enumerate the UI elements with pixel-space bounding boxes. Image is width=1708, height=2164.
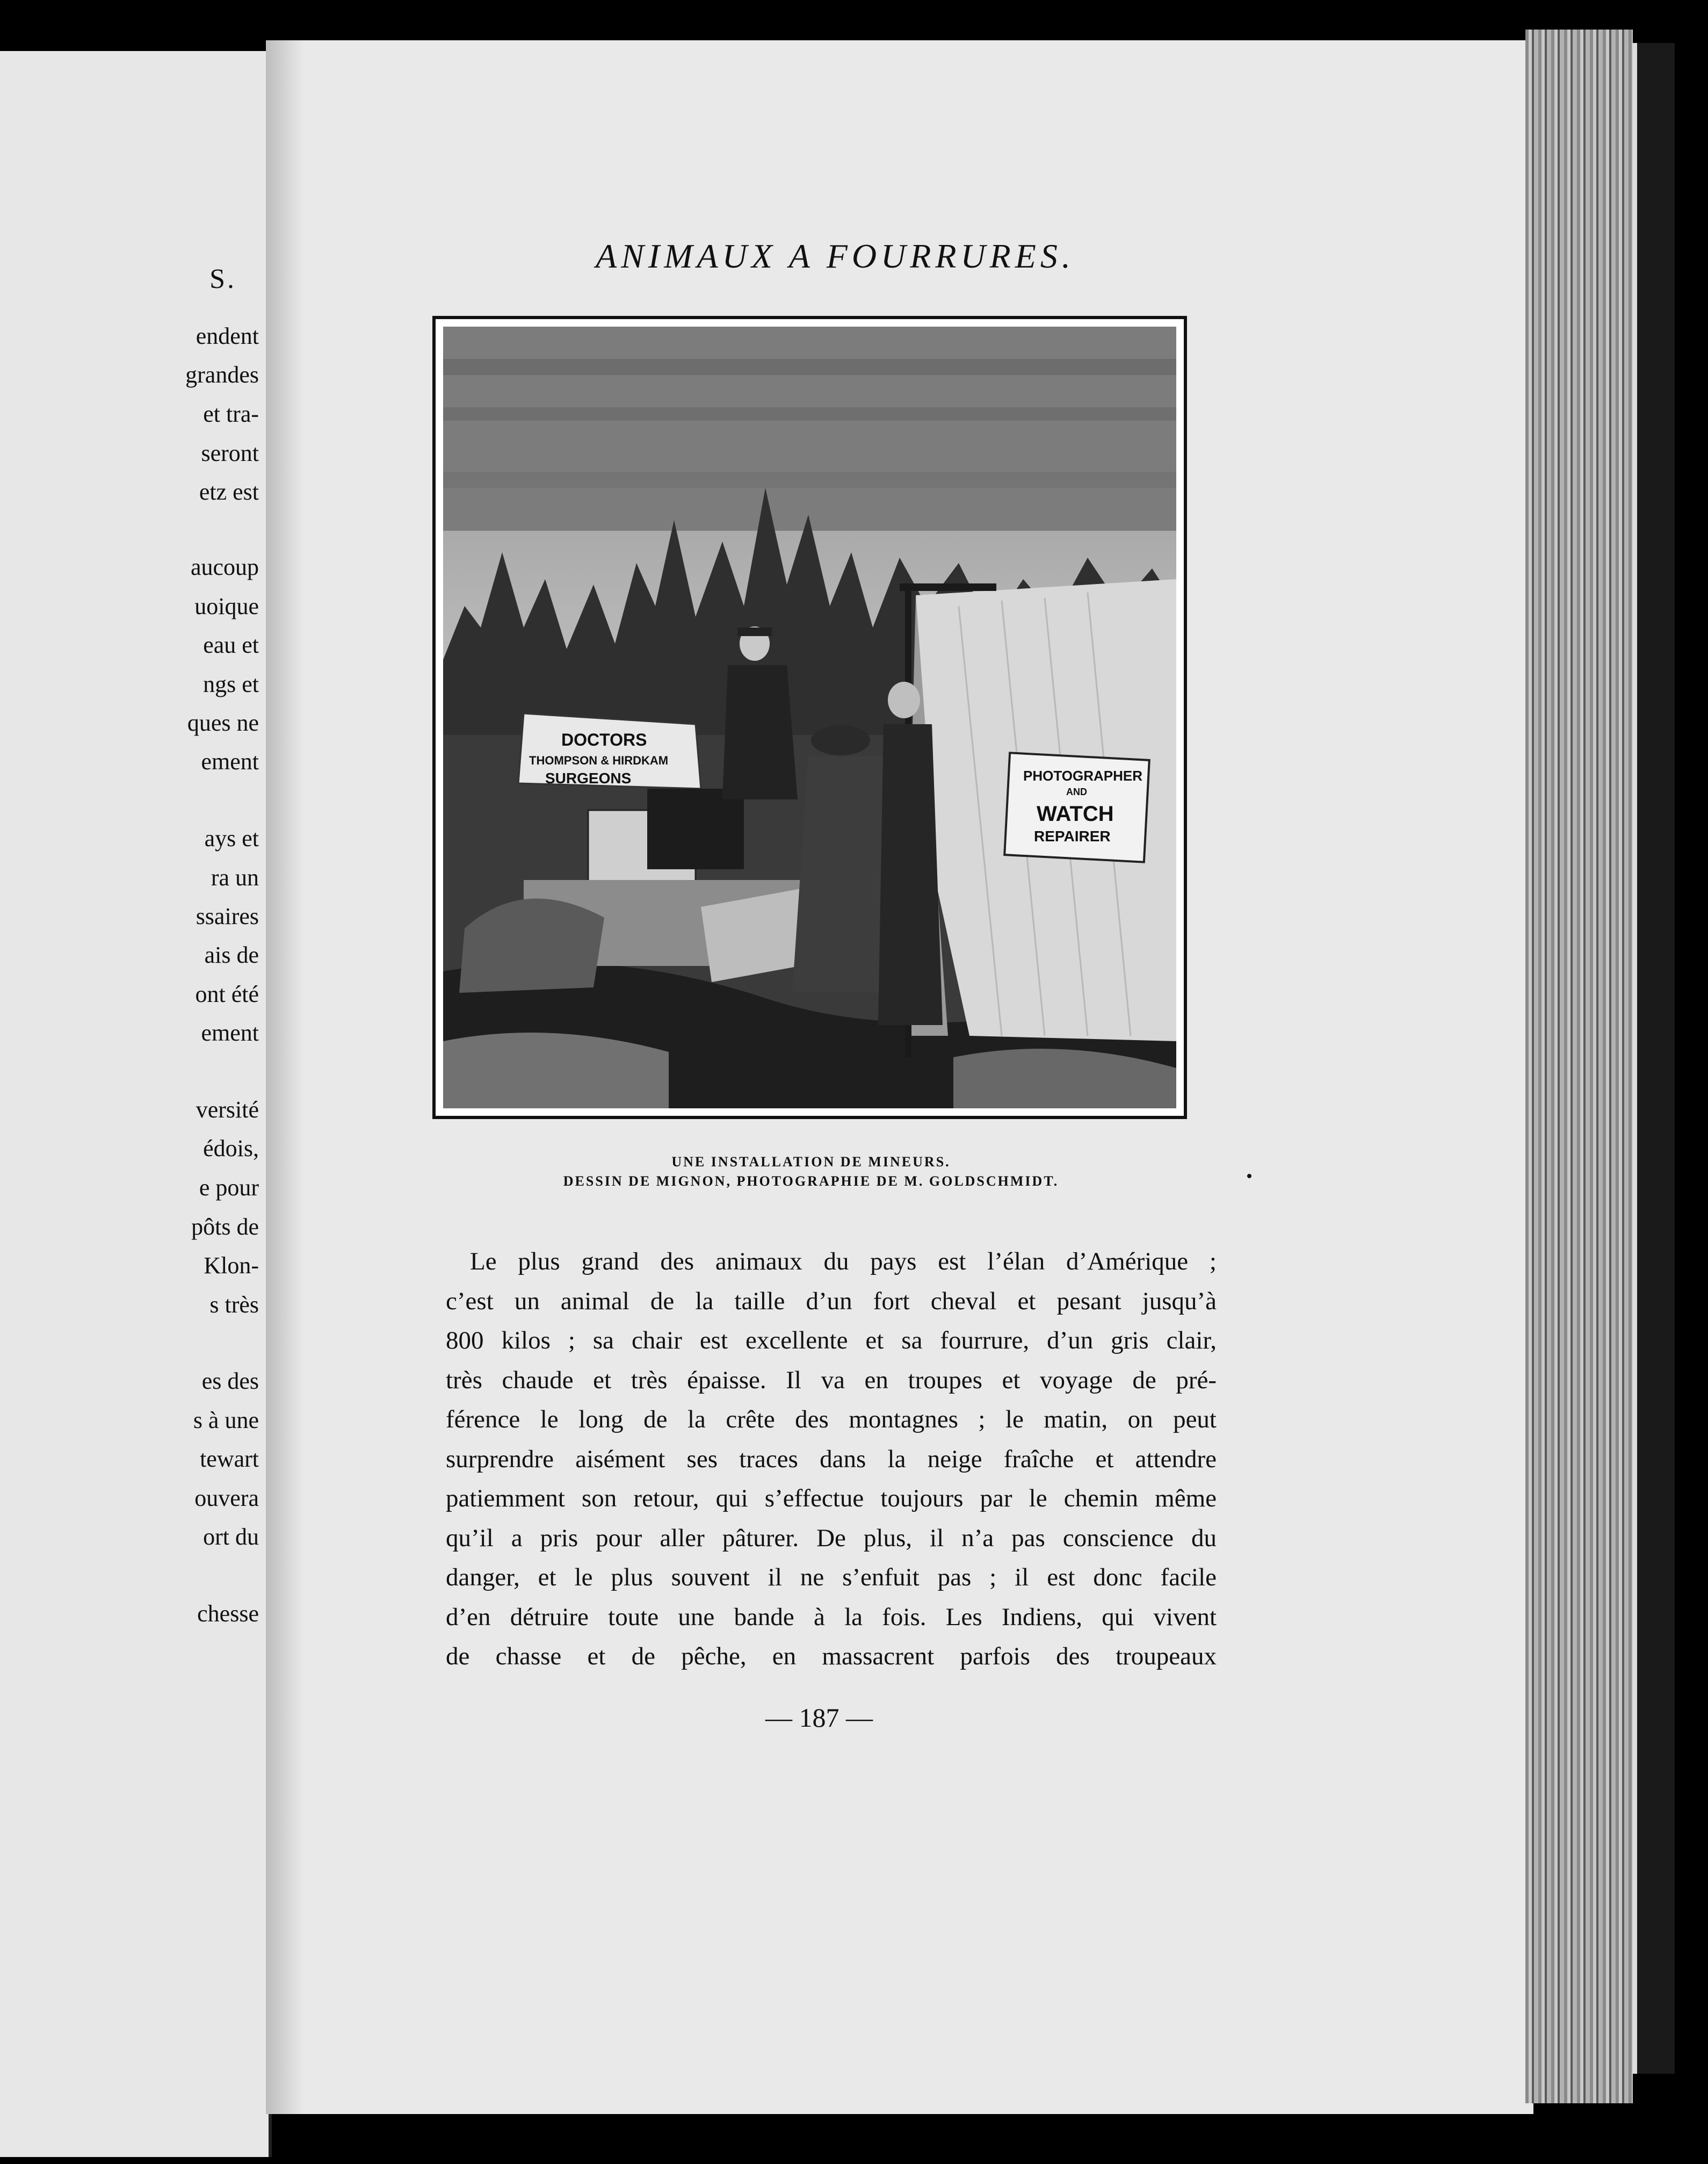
body-line: très chaude et très épaisse. Il va en troupes et voyage de pré- xyxy=(446,1366,1217,1394)
left-line-fragment: s très xyxy=(209,1292,259,1318)
illustration-drawing xyxy=(443,327,1176,1108)
left-page xyxy=(0,51,272,2157)
left-line-fragment: ssaires xyxy=(196,903,259,929)
left-line-fragment: édois, xyxy=(203,1135,259,1162)
body-line: danger, et le plus souvent il ne s’enfuit pas ; il est donc facile xyxy=(446,1563,1217,1591)
left-line-fragment: ais de xyxy=(204,942,259,968)
left-line-fragment: ement xyxy=(201,748,259,775)
body-line: d’en détruire toute une bande à la fois. Les Indiens, qui vivent xyxy=(446,1603,1217,1631)
left-line-fragment: ont été xyxy=(195,981,259,1007)
left-line-fragment: ort du xyxy=(203,1524,259,1550)
caption-title: UNE INSTALLATION DE MINEURS. xyxy=(671,1154,951,1170)
book-cover-edge xyxy=(1633,43,1675,2074)
left-line-fragment: endent xyxy=(196,323,259,349)
gutter-shadow xyxy=(266,40,303,2114)
left-line-fragment: ra un xyxy=(211,864,259,891)
left-line-fragment: chesse xyxy=(197,1600,259,1627)
page-number: — 187 — xyxy=(765,1703,873,1733)
sign-left-line3: SURGEONS xyxy=(545,770,632,787)
left-line-fragment: versité xyxy=(196,1097,259,1123)
left-line-fragment: ement xyxy=(201,1020,259,1046)
sign-left-line1: DOCTORS xyxy=(561,730,647,749)
left-line-fragment: etz est xyxy=(199,479,259,505)
body-line: de chasse et de pêche, en massacrent parfois des troupeaux xyxy=(446,1642,1217,1670)
body-line: c’est un animal de la taille d’un fort cheval et pesant jusqu’à xyxy=(446,1287,1217,1315)
left-line-fragment: tewart xyxy=(200,1446,259,1472)
body-line: patiemment son retour, qui s’effectue toujours par le chemin même xyxy=(446,1484,1217,1512)
left-line-fragment: e pour xyxy=(199,1174,259,1201)
sign-right-line2: AND xyxy=(1066,787,1087,797)
left-line-fragment: et tra- xyxy=(203,401,259,427)
left-line-fragment: ques ne xyxy=(187,710,259,736)
speck xyxy=(1247,1174,1251,1178)
left-line-fragment: eau et xyxy=(203,632,259,658)
body-line: qu’il a pris pour aller pâturer. De plus, il n’a pas conscience du xyxy=(446,1524,1217,1552)
left-line-fragment: ays et xyxy=(204,825,259,852)
sign-right-line3: WATCH xyxy=(1037,802,1114,826)
body-line: Le plus grand des animaux du pays est l’élan d’Amérique ; xyxy=(470,1247,1217,1275)
illustration-frame xyxy=(432,316,1187,1119)
body-line: 800 kilos ; sa chair est excellente et sa fourrure, d’un gris clair, xyxy=(446,1326,1217,1354)
left-page-header: S. xyxy=(209,264,236,294)
left-line-fragment: uoique xyxy=(194,593,259,619)
caption-credit: DESSIN DE MIGNON, PHOTOGRAPHIE DE M. GOLDSCHMIDT. xyxy=(563,1173,1059,1189)
sign-right-line1: PHOTOGRAPHER xyxy=(1023,768,1142,784)
running-head: ANIMAUX A FOURRURES. xyxy=(596,237,1075,275)
left-line-fragment: ngs et xyxy=(203,671,259,697)
left-line-fragment: seront xyxy=(201,440,259,466)
sign-right-line4: REPAIRER xyxy=(1034,828,1111,845)
mining-camp-illustration xyxy=(443,327,1176,1108)
body-line: surprendre aisément ses traces dans la neige fraîche et attendre xyxy=(446,1445,1217,1473)
left-line-fragment: Klon- xyxy=(204,1252,259,1279)
sign-left-line2: THOMPSON & HIRDKAM xyxy=(529,754,669,767)
left-line-fragment: s à une xyxy=(193,1407,259,1433)
left-line-fragment: grandes xyxy=(185,362,259,388)
left-line-fragment: pôts de xyxy=(191,1214,259,1240)
left-line-fragment: ouvera xyxy=(194,1485,259,1511)
page-edges xyxy=(1525,30,1633,2103)
left-line-fragment: es des xyxy=(201,1368,259,1394)
body-line: férence le long de la crête des montagnes ; le matin, on peut xyxy=(446,1405,1217,1433)
left-line-fragment: aucoup xyxy=(190,554,259,580)
